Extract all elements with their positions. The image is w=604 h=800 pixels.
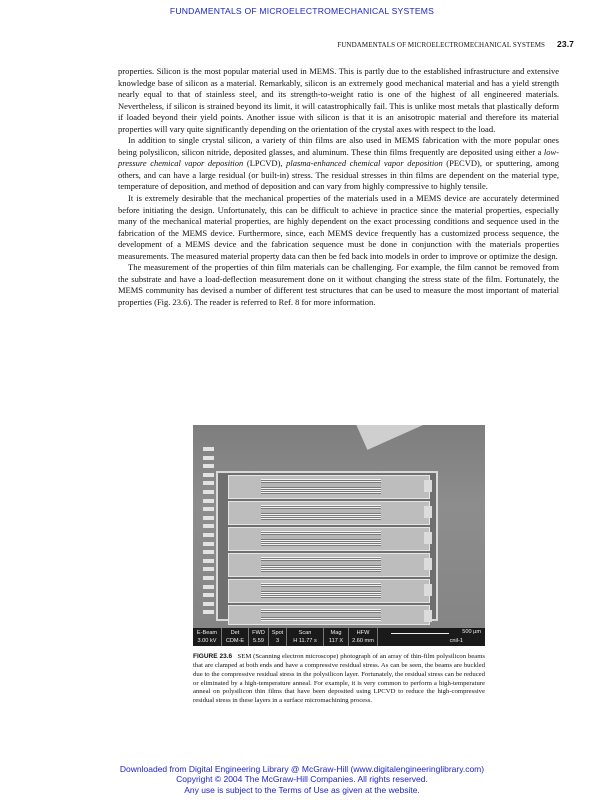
sem-fwd: FWD 5.59 bbox=[249, 628, 269, 646]
beam-row bbox=[228, 475, 430, 499]
diagonal-structure bbox=[343, 425, 485, 450]
contact-pads bbox=[203, 447, 215, 627]
sem-photo bbox=[193, 425, 485, 628]
copyright: Copyright © 2004 The McGraw-Hill Companies. All rights reserved. bbox=[176, 774, 428, 785]
paragraph-1: properties. Silicon is the most popular material used in MEMS. This is partly due to the established infrastructure and extensive knowledge base of silicon as a material. Remarkably, silicon is an extremely good mechanical material and has a yield strength nearly equal to that of stainless steel, and its strength-to-weight ratio is one of the highest of all engineered materials. Nevertheless, if silicon is strained beyond its limit, it will catastrophically fail. This is unlike most metals that plastically deform if loaded beyond their yield points. Another issue with silicon is that it is an anisotropic material and therefore its material properties will vary quite significantly depending on the orientation of the crystal axes with respect to the load. bbox=[118, 66, 559, 134]
beam-row bbox=[228, 553, 430, 577]
caption-text: SEM (Scanning electron microscope) photograph of an array of thin-film polysilicon beams that are clamped at both ends and have a compressive residual stress. As can be seen, the beams are buckled due to the compressive residual stress in the polysilicon layer. Fortunately, the residual stress can be reduced or eliminated by a high-temperature anneal. For example, it is very common to perform a high-temperature anneal on polysilicon thin films that have been deposited using LPCVD to reduce the high-compressive residual stress in these layers in a surface micromachining process. bbox=[193, 653, 486, 705]
page-number: 23.7 bbox=[557, 39, 574, 49]
sem-hfw: HFW 2.60 mm bbox=[349, 628, 378, 646]
beam-row bbox=[228, 605, 430, 625]
sem-detector: Det CDM-E bbox=[222, 628, 249, 646]
beam-row bbox=[228, 579, 430, 603]
beam-row bbox=[228, 527, 430, 551]
beam-row bbox=[228, 501, 430, 525]
figure-label: FIGURE 23.6 bbox=[193, 653, 233, 660]
paragraph-3: It is extremely desirable that the mechanical properties of the materials used in a MEMS device are accurately determined before initiating the design. Unfortunately, this can be difficult to achieve in practice since the material properties, especially many of the mechanical material properties, are highly dependent on the exact processing conditions and sequence used in the fabrication of the MEMS device. Furthermore, since, each MEMS device frequently has a customized process sequence, the development of a MEMS device and the fabrication sequence must be done in conjunction with the materials properties measurements. The measured material property data can then be fed back into models in order to improve or optimize the design. bbox=[118, 193, 559, 261]
scale-bar bbox=[391, 629, 481, 644]
paragraph-2-part-c: (PECVD), or sputtering, among others, and can have a large residual (or built-in) stress. The residual stresses in thin films are dependent on the material type, temperature of deposition, and method of deposition and can vary from highly compressive to highly tensile. bbox=[118, 158, 559, 192]
paragraph-2 bbox=[118, 135, 559, 193]
sample-id: cnil-1 bbox=[449, 638, 463, 644]
download-link[interactable]: Downloaded from Digital Engineering Library @ McGraw-Hill (www.digitalengineeringlibrary.com) bbox=[119, 764, 485, 774]
paragraph-2-part-b: (LPCVD), bbox=[243, 158, 287, 169]
pecvd-term: plasma-enhanced chemical vapor deposition bbox=[286, 158, 443, 169]
lpcvd-term: low-pressure chemical vapor deposition bbox=[118, 146, 559, 169]
sem-figure bbox=[193, 425, 485, 646]
terms-of-use-link[interactable]: Any use is subject to the Terms of Use as given at the website. bbox=[184, 784, 420, 795]
header-banner: FUNDAMENTALS OF MICROELECTROMECHANICAL SYSTEMS bbox=[169, 6, 435, 16]
paragraph-4: The measurement of the properties of thin film materials can be challenging. For example, the film cannot be removed from the substrate and have a load-deflection measurement done on it without changing the stress state of the film. Fortunately, the MEMS community has devised a number of different test structures that can be used to measure the most important of material properties (Fig. 23.6). The reader is referred to Ref. 8 for more information. bbox=[118, 262, 559, 307]
footer-notice bbox=[0, 764, 604, 795]
sem-ebeam: E-Beam 3.00 kV bbox=[193, 628, 222, 646]
sem-mag: Mag 117 X bbox=[324, 628, 349, 646]
sem-info-bar bbox=[193, 628, 485, 646]
scale-label: 500 µm bbox=[462, 629, 481, 635]
running-head bbox=[337, 39, 574, 49]
body-text bbox=[118, 66, 559, 308]
paragraph-2-part-a: In addition to single crystal silicon, a variety of thin films are also used in MEMS fabrication with the more popular ones being polysilicon, silicon nitride, deposited glasses, and aluminum. These thin films frequently are deposited using either a bbox=[118, 135, 559, 157]
figure-caption bbox=[193, 653, 485, 706]
running-head-title: FUNDAMENTALS OF MICROELECTROMECHANICAL SYSTEMS bbox=[337, 41, 546, 49]
sem-spot: Spot 3 bbox=[269, 628, 287, 646]
sem-scan: Scan H 11.77 s bbox=[287, 628, 324, 646]
